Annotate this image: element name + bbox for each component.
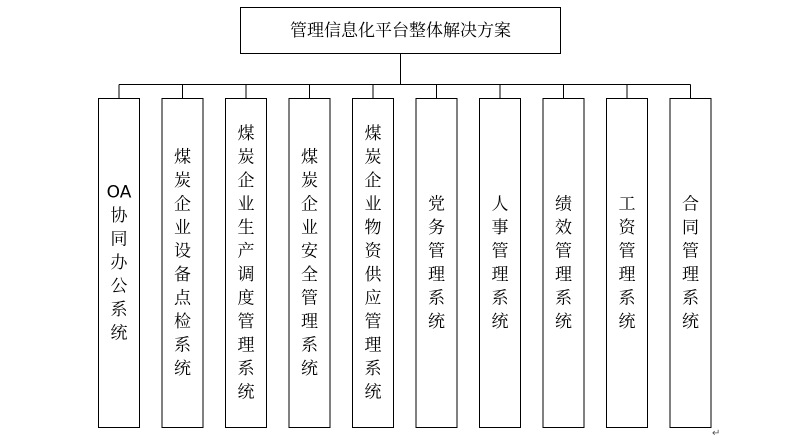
child-node	[607, 99, 648, 428]
child-box	[670, 99, 711, 428]
child-box	[607, 99, 648, 428]
child-box	[543, 99, 584, 428]
paragraph-end-mark: ↵	[712, 428, 721, 439]
child-node	[162, 99, 203, 428]
child-box	[416, 99, 457, 428]
root-node	[241, 8, 561, 54]
child-node	[543, 99, 584, 428]
root-label: 管理信息化平台整体解决方案	[290, 21, 511, 41]
child-node	[416, 99, 457, 428]
child-box	[480, 99, 521, 428]
child-node	[480, 99, 521, 428]
child-label: 工资管理系统	[618, 194, 636, 332]
child-label: OA 协同办公系统	[106, 182, 132, 344]
child-nodes	[99, 99, 712, 428]
child-label: 煤炭企业设备点检系统	[174, 147, 191, 379]
child-label: 合同管理系统	[682, 194, 699, 332]
child-label: 煤炭企业安全管理系统	[301, 147, 318, 379]
child-node	[226, 99, 267, 428]
connectors	[119, 54, 691, 99]
child-label: 煤炭企业物资供应管理系统	[364, 123, 382, 403]
child-node	[353, 99, 394, 428]
child-label: 人事管理系统	[491, 194, 509, 332]
child-label: 煤炭企业生产调度管理系统	[237, 123, 255, 403]
child-label: 绩效管理系统	[555, 194, 572, 332]
child-label: 党务管理系统	[428, 194, 445, 332]
child-node	[99, 99, 140, 428]
child-node	[289, 99, 330, 428]
child-node	[670, 99, 711, 428]
